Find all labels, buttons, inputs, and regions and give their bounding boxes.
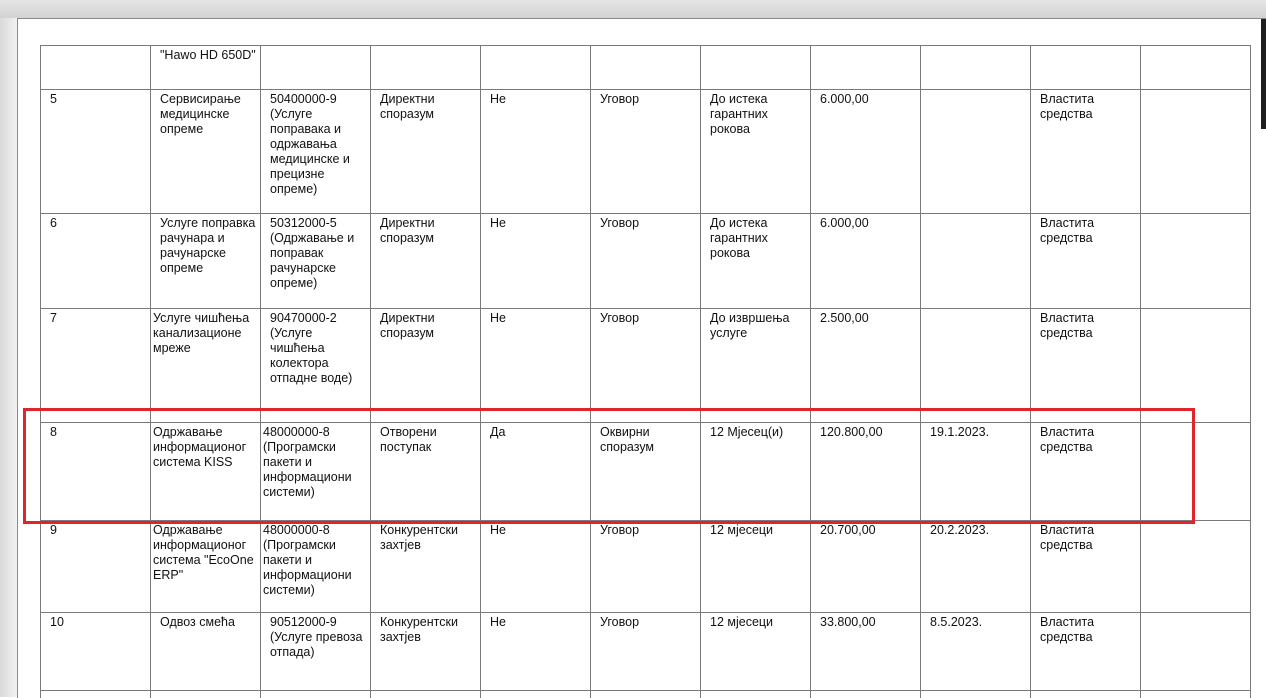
procurement-plan-table (40, 45, 1251, 698)
cell-value: 120.800,00 (811, 423, 921, 521)
cell-cpv-code: 48000000-8 (Програмски пакети и информациони системи) (261, 521, 371, 613)
cell-cpv-code: 48000000-8 (Програмски пакети и информациони системи) (261, 423, 371, 521)
cell-funding: Властита средства (1031, 521, 1141, 613)
cell-extra (1141, 423, 1251, 521)
cell-joint: Не (481, 214, 591, 309)
viewer-left-margin (0, 18, 17, 697)
cell-contract-type: Уговор (591, 309, 701, 423)
cell-funding (1031, 46, 1141, 90)
cell-contract-type: Уговор (591, 521, 701, 613)
table-row (41, 309, 1251, 423)
cell-procedure: Директни споразум (371, 214, 481, 309)
cell-number: 7 (41, 309, 151, 423)
cell-subject: Одржавање информационог система KISS (151, 423, 261, 521)
cell-contract-type (591, 46, 701, 90)
viewer-top-bar (0, 0, 1266, 18)
cell-funding: Властита средства (1031, 423, 1141, 521)
cell-subject: Одвоз смећа (151, 613, 261, 691)
cell-subject: "Hawo HD 650D" (151, 46, 261, 90)
cell-value: 33.800,00 (811, 613, 921, 691)
table-row (41, 521, 1251, 613)
cell-number (41, 46, 151, 90)
cell-duration: 12 мјесеци (701, 613, 811, 691)
cell-cpv-code: 90470000-2 (Услуге чишћења колектора отпадне воде) (261, 309, 371, 423)
table-row (41, 214, 1251, 309)
cell-number: 5 (41, 90, 151, 214)
cell-duration: До истека гарантних рокова (701, 214, 811, 309)
cell-funding: Властита средства (1031, 214, 1141, 309)
cell-value: 20.700,00 (811, 521, 921, 613)
cell-joint: Да (481, 423, 591, 521)
cell-extra (1141, 214, 1251, 309)
cell-date (921, 90, 1031, 214)
cell-date (921, 214, 1031, 309)
cell-number: 6 (41, 214, 151, 309)
cell-funding: Властита средства (1031, 90, 1141, 214)
cell-subject: Сервисирање медицинске опреме (151, 90, 261, 214)
table-row (41, 46, 1251, 90)
document-page (17, 18, 1266, 698)
cell-value: 6.000,00 (811, 214, 921, 309)
cell-extra (1141, 309, 1251, 423)
cell-number: 10 (41, 613, 151, 691)
cell-subject: Услуге поправка рачунара и рачунарске опреме (151, 214, 261, 309)
cell-duration: До истека гарантних рокова (701, 90, 811, 214)
cell-funding: Властита средства (1031, 613, 1141, 691)
cell-date: 19.1.2023. (921, 423, 1031, 521)
cell-procedure: Директни споразум (371, 90, 481, 214)
cell-contract-type: Уговор (591, 90, 701, 214)
table-row (41, 90, 1251, 214)
cell-cpv-code: 50400000-9 (Услуге поправака и одржавања медицинске и прецизне опреме) (261, 90, 371, 214)
cell-date: 8.5.2023. (921, 613, 1031, 691)
cell-duration: До извршења услуге (701, 309, 811, 423)
cell-procedure: Конкурентски захтјев (371, 613, 481, 691)
cell-value: 2.500,00 (811, 309, 921, 423)
cell-number: 9 (41, 521, 151, 613)
cell-duration: 12 Мјесец(и) (701, 423, 811, 521)
cell-joint: Не (481, 613, 591, 691)
cell-number: 8 (41, 423, 151, 521)
cell-extra (1141, 613, 1251, 691)
table-row (41, 613, 1251, 691)
cell-procedure: Отворени поступак (371, 423, 481, 521)
cell-extra (1141, 521, 1251, 613)
cell-duration: 12 мјесеци (701, 521, 811, 613)
cell-extra (1141, 90, 1251, 214)
table-row (41, 423, 1251, 521)
cell-contract-type: Уговор (591, 214, 701, 309)
cell-cpv-code (261, 46, 371, 90)
cell-value (811, 46, 921, 90)
cell-duration (701, 46, 811, 90)
cell-joint: Не (481, 90, 591, 214)
cell-extra (1141, 46, 1251, 90)
cell-subject: Услуге чишћења канализационе мреже (151, 309, 261, 423)
cell-cpv-code: 90512000-9 (Услуге превоза отпада) (261, 613, 371, 691)
cell-contract-type: Оквирни споразум (591, 423, 701, 521)
cell-joint: Не (481, 521, 591, 613)
cell-date: 20.2.2023. (921, 521, 1031, 613)
cell-joint: Не (481, 309, 591, 423)
cell-procedure (371, 46, 481, 90)
page-right-edge (1261, 19, 1266, 129)
cell-date (921, 309, 1031, 423)
cell-date (921, 46, 1031, 90)
cell-procedure: Директни споразум (371, 309, 481, 423)
cell-procedure: Конкурентски захтјев (371, 521, 481, 613)
cell-value: 6.000,00 (811, 90, 921, 214)
cell-joint (481, 46, 591, 90)
cell-funding: Властита средства (1031, 309, 1141, 423)
cell-cpv-code: 50312000-5 (Одржавање и поправак рачунарске опреме) (261, 214, 371, 309)
cell-subject: Одржавање информационог система "EcoOne ERP" (151, 521, 261, 613)
cell-contract-type: Уговор (591, 613, 701, 691)
